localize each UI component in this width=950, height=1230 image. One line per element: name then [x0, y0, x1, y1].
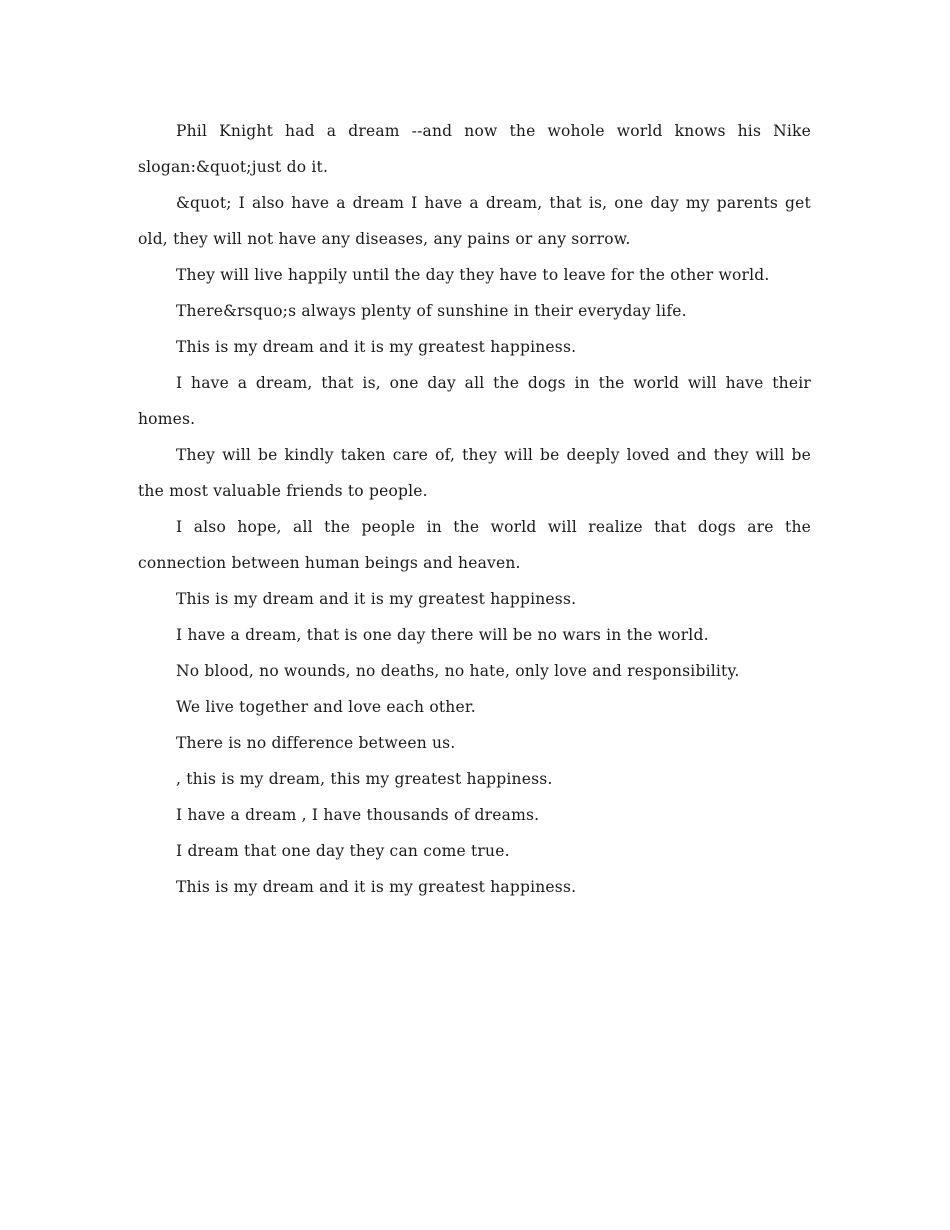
- paragraph-2: &quot; I also have a dream I have a dream, that is, one day my parents get old, they will not have any diseases, any pains or any sorrow.: [138, 194, 811, 248]
- paragraph-1: Phil Knight had a dream --and now the wohole world knows his Nike slogan:&quot;just do it.: [138, 122, 811, 176]
- paragraph-11: No blood, no wounds, no deaths, no hate, only love and responsibility.: [176, 662, 740, 680]
- paragraph-4: There&rsquo;s always plenty of sunshine in their everyday life.: [176, 302, 687, 320]
- paragraph-6: I have a dream, that is, one day all the dogs in the world will have their homes.: [138, 374, 811, 428]
- paragraph-9: This is my dream and it is my greatest happiness.: [176, 590, 577, 608]
- paragraph-14: , this is my dream, this my greatest happiness.: [176, 770, 553, 788]
- paragraph-7: They will be kindly taken care of, they will be deeply loved and they will be the most valuable friends to people.: [138, 446, 811, 500]
- paragraph-12: We live together and love each other.: [176, 698, 476, 716]
- paragraph-3: They will live happily until the day they have to leave for the other world.: [176, 266, 770, 284]
- paragraph-16: I dream that one day they can come true.: [176, 842, 510, 860]
- paragraph-13: There is no difference between us.: [176, 734, 456, 752]
- paragraph-17: This is my dream and it is my greatest happiness.: [176, 878, 577, 896]
- document-body: [138, 113, 811, 905]
- paragraph-5: This is my dream and it is my greatest happiness.: [176, 338, 577, 356]
- paragraph-15: I have a dream , I have thousands of dreams.: [176, 806, 540, 824]
- paragraph-8: I also hope, all the people in the world will realize that dogs are the connection between human beings and heaven.: [138, 518, 811, 572]
- paragraph-10: I have a dream, that is one day there will be no wars in the world.: [176, 626, 709, 644]
